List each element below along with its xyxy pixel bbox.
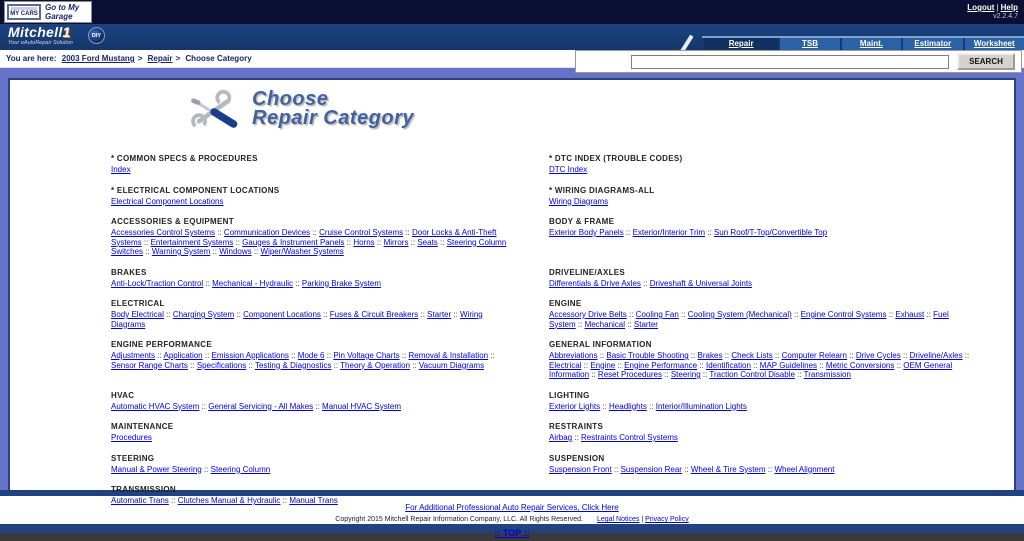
category-link[interactable]: Steering Column <box>210 464 271 474</box>
category-link[interactable]: Engine Control Systems <box>800 310 887 319</box>
category-link[interactable]: Index <box>111 165 131 174</box>
category-link[interactable]: Specifications <box>196 360 247 370</box>
category-section <box>111 217 511 257</box>
logout-link[interactable]: Logout <box>967 3 995 12</box>
category-link[interactable]: Driveline/Axles <box>909 351 963 360</box>
category-section <box>111 299 511 329</box>
category-link[interactable]: Steering Column Switches <box>111 237 507 256</box>
category-links: Anti-Lock/Traction Control :: Mechanical - Hydraulic :: Parking Brake System <box>111 278 382 288</box>
category-link[interactable]: Wheel Alignment <box>774 464 835 474</box>
breadcrumb-repair-link[interactable]: Repair <box>147 54 173 63</box>
category-link[interactable]: Wiring Diagrams <box>111 310 483 329</box>
category-heading: LIGHTING <box>549 390 590 400</box>
category-link[interactable]: Component Locations <box>243 310 321 319</box>
category-link[interactable]: Clutches Manual & Hydraulic <box>177 496 281 505</box>
category-links: Automatic Trans :: Clutches Manual & Hydraulic :: Manual Trans <box>111 496 338 505</box>
category-link[interactable]: Accessory Drive Belts <box>549 310 627 319</box>
category-link[interactable]: Sensor Range Charts <box>111 360 188 370</box>
category-link[interactable]: Testing & Diagnostics <box>254 360 332 370</box>
category-section <box>549 391 977 412</box>
category-link[interactable]: Starter <box>633 319 658 329</box>
category-link[interactable]: Body Electrical <box>111 310 164 319</box>
category-link[interactable]: Gauges & Instrument Panels <box>242 237 345 247</box>
category-link[interactable]: Emission Applications <box>211 351 289 360</box>
category-link[interactable]: DTC Index <box>549 165 588 174</box>
category-section <box>111 268 511 289</box>
category-link[interactable]: Mirrors <box>383 237 409 247</box>
copyright-text: Copyright 2015 Mitchell Repair Information Company, LLC. All Rights Reserved. <box>335 516 584 523</box>
category-link[interactable]: Steering <box>670 370 701 379</box>
category-link[interactable]: Suspension Rear <box>620 464 682 474</box>
category-links: Body Electrical :: Charging System :: Component Locations :: Fuses & Circuit Breakers :: Starter :: Wiring Diagrams <box>111 310 483 329</box>
category-link[interactable]: Exterior/Interior Trim <box>632 228 706 237</box>
category-link[interactable]: Fuel System <box>549 310 949 329</box>
category-section <box>549 340 977 380</box>
category-link[interactable]: Vacuum Diagrams <box>418 360 485 370</box>
category-link[interactable]: Cooling Fan <box>635 310 679 319</box>
search-input[interactable] <box>631 55 949 69</box>
category-link[interactable]: Wheel & Tire System <box>690 464 766 474</box>
category-link[interactable]: Manual & Power Steering <box>111 464 202 474</box>
category-link[interactable]: Anti-Lock/Traction Control <box>111 278 204 288</box>
category-link[interactable]: Mechanical <box>584 319 626 329</box>
category-heading: ENGINE <box>549 299 582 308</box>
category-heading: ELECTRICAL <box>111 299 165 308</box>
category-link[interactable]: Manual HVAC System <box>322 401 402 411</box>
tab-worksheet[interactable]: Worksheet <box>965 38 1024 50</box>
category-section <box>549 154 977 175</box>
category-link[interactable]: Accessories Control Systems <box>111 228 216 237</box>
category-heading: HVAC <box>111 390 135 400</box>
category-section <box>549 268 977 289</box>
category-link[interactable]: Brakes <box>697 351 723 360</box>
breadcrumb-current: Choose Category <box>185 54 252 63</box>
license-plate-icon <box>7 4 41 20</box>
category-link[interactable]: Engine Performance <box>624 360 698 370</box>
version-label: v2.2.4.7 <box>993 13 1018 20</box>
category-section <box>111 154 511 175</box>
category-section <box>549 299 977 329</box>
category-link[interactable]: Cruise Control Systems <box>319 228 404 237</box>
category-section <box>549 454 977 475</box>
category-link[interactable]: Pin Voltage Charts <box>333 351 400 360</box>
brand-nav-bar <box>0 24 1024 50</box>
category-links: Exterior Body Panels :: Exterior/Interior Trim :: Sun Roof/T-Top/Convertible Top <box>549 228 828 237</box>
category-link[interactable]: Warning System <box>151 247 211 256</box>
category-links: Adjustments :: Application :: Emission Applications :: Mode 6 :: Pin Voltage Charts :: Removal & Installation :: Sensor Range Charts :: Specifications :: Testing & Diagnostics :: Theory & Operation :: Vacuum Diagrams <box>111 351 495 370</box>
category-section <box>111 340 511 380</box>
category-link[interactable]: Theory & Operation <box>340 360 410 370</box>
category-link[interactable]: Parking Brake System <box>301 278 382 288</box>
category-section <box>549 217 977 257</box>
category-link[interactable]: Communication Devices <box>223 228 311 237</box>
garage-label: Go to My Garage <box>45 3 80 21</box>
footer-promo-link[interactable]: For Additional Professional Auto Repair Services, Click Here <box>405 503 619 512</box>
category-link[interactable]: Application <box>163 351 203 360</box>
category-link[interactable]: Transmission <box>803 370 851 379</box>
category-link[interactable]: Metric Conversions <box>825 360 895 370</box>
category-link[interactable]: Drive Cycles <box>855 351 901 360</box>
category-section <box>549 422 977 443</box>
category-link[interactable]: Starter <box>427 310 452 319</box>
category-section <box>111 391 511 412</box>
category-link[interactable]: MAP Guidelines <box>759 360 818 370</box>
category-link[interactable]: General Servicing - All Makes <box>208 401 314 411</box>
category-link[interactable]: Adjustments <box>111 351 156 360</box>
category-links: Differentials & Drive Axles :: Driveshaft & Universal Joints <box>549 278 753 288</box>
category-heading: DRIVELINE/AXLES <box>549 267 626 277</box>
category-link[interactable]: Removal & Installation <box>408 351 489 360</box>
search-area <box>575 50 1022 73</box>
category-link[interactable]: Charging System <box>172 310 235 319</box>
category-link[interactable]: Wiring Diagrams <box>549 196 609 206</box>
tab-estimator[interactable]: Estimator <box>903 38 962 50</box>
legal-notices-link[interactable]: Legal Notices <box>596 516 640 523</box>
category-link[interactable]: Automatic Trans <box>111 496 169 505</box>
category-heading: BODY & FRAME <box>549 217 615 226</box>
category-link[interactable]: Electrical <box>549 360 582 370</box>
category-links <box>549 165 977 175</box>
category-links: Accessory Drive Belts :: Cooling Fan :: Cooling System (Mechanical) :: Engine Control Systems :: Exhaust :: Fuel System :: Mechanical :: Starter <box>549 310 949 329</box>
category-link[interactable]: Airbag <box>549 433 573 442</box>
category-heading: * DTC INDEX (TROUBLE CODES) <box>549 154 683 163</box>
tab-bar <box>702 36 1024 50</box>
page-header <box>186 90 1014 138</box>
category-link[interactable]: Basic Trouble Shooting <box>606 351 689 360</box>
mitchell1-logo: Mitchell1 Your eAutoRepair Solution <box>8 24 73 46</box>
category-grid <box>111 154 1014 506</box>
go-to-my-garage-button[interactable] <box>4 1 92 23</box>
top-right-links: Logout | Help v2.2.4.7 <box>967 3 1018 20</box>
category-link[interactable]: Restraints Control Systems <box>581 433 678 442</box>
category-heading: TRANSMISSION <box>111 485 176 494</box>
category-link[interactable]: Abbreviations <box>549 351 598 360</box>
category-link[interactable]: Cooling System (Mechanical) <box>687 310 792 319</box>
tab-repair[interactable]: Repair <box>704 38 778 50</box>
category-heading: ENGINE PERFORMANCE <box>111 340 212 349</box>
footer: For Additional Professional Auto Repair Services, Click Here Copyright 2015 Mitchell Repair Information Company, LLC. All Rights Reserved. Legal Notices | Privacy Policy :: TOP :: <box>0 496 1024 524</box>
category-link[interactable]: Fuses & Circuit Breakers <box>329 310 419 319</box>
category-heading: STEERING <box>111 453 155 463</box>
category-heading: * COMMON SPECS & PROCEDURES <box>111 154 258 163</box>
category-links <box>111 433 511 443</box>
category-link[interactable]: Reset Procedures <box>597 370 662 379</box>
category-link[interactable]: Procedures <box>111 433 152 442</box>
category-link[interactable]: Mechanical - Hydraulic <box>212 278 293 288</box>
category-section <box>549 186 977 207</box>
breadcrumb-prefix: You are here: <box>6 54 57 63</box>
category-heading: MAINTENANCE <box>111 422 174 431</box>
category-link[interactable]: Automatic HVAC System <box>111 401 200 411</box>
category-link[interactable]: Interior/Illumination Lights <box>655 401 747 411</box>
category-link[interactable]: Traction Control Disable <box>709 370 795 379</box>
category-heading: RESTRAINTS <box>549 422 604 431</box>
category-heading: SUSPENSION <box>549 453 605 463</box>
top-bar <box>0 0 1024 24</box>
category-link[interactable]: Exterior Body Panels <box>549 228 624 237</box>
category-links: Suspension Front :: Suspension Rear :: Wheel & Tire System :: Wheel Alignment <box>549 464 835 474</box>
brand-tagline: Your eAutoRepair Solution <box>8 40 73 46</box>
help-link[interactable]: Help <box>1000 3 1018 12</box>
category-heading: * ELECTRICAL COMPONENT LOCATIONS <box>111 185 280 195</box>
category-section <box>111 422 511 443</box>
category-link[interactable]: OEM General Information <box>549 360 953 379</box>
category-link[interactable]: Exhaust <box>895 310 925 319</box>
category-link[interactable]: Door Locks & Anti-Theft Systems <box>111 228 497 247</box>
category-link[interactable]: Sun Roof/T-Top/Convertible Top <box>713 228 828 237</box>
category-heading: BRAKES <box>111 267 147 277</box>
category-links: Abbreviations :: Basic Trouble Shooting :: Brakes :: Check Lists :: Computer Relearn :: Drive Cycles :: Driveline/Axles :: Electrical :: Engine :: Engine Performance :: Identification :: MAP Guidelines :: Metric Conversions :: OEM General Information :: Reset Procedures :: Steering :: Traction Control Disable :: Transmission <box>549 351 970 379</box>
category-link[interactable]: Computer Relearn <box>781 351 847 360</box>
breadcrumb-vehicle-link[interactable]: 2003 Ford Mustang <box>61 54 135 63</box>
category-link[interactable]: Wiper/Washer Systems <box>260 247 344 256</box>
category-link[interactable]: Exterior Lights <box>549 401 601 411</box>
category-link[interactable]: Suspension Front <box>549 464 612 474</box>
category-link[interactable]: Windows <box>219 247 252 256</box>
category-links: Accessories Control Systems :: Communication Devices :: Cruise Control Systems :: Door Locks & Anti-Theft Systems :: Entertainment Systems :: Gauges & Instrument Panels :: Horns :: Mirrors :: Seats :: Steering Column Switches :: Warning System :: Windows :: Wiper/Washer Systems <box>111 228 507 256</box>
category-links: Airbag :: Restraints Control Systems <box>549 433 678 442</box>
crossed-tools-icon <box>186 90 242 132</box>
category-links: Automatic HVAC System :: General Servicing - All Makes :: Manual HVAC System <box>111 401 402 411</box>
content-panel <box>8 78 1016 505</box>
tab-maint[interactable]: Maint. <box>842 38 901 50</box>
category-link[interactable]: Horns <box>353 237 375 247</box>
category-link[interactable]: Identification <box>705 360 751 370</box>
privacy-policy-link[interactable]: Privacy Policy <box>645 516 689 523</box>
category-links <box>111 197 511 207</box>
category-heading: ACCESSORIES & EQUIPMENT <box>111 217 234 226</box>
tab-tsb[interactable]: TSB <box>780 38 839 50</box>
category-links <box>111 165 511 175</box>
category-section <box>111 186 511 207</box>
search-button[interactable]: SEARCH <box>957 53 1015 70</box>
category-link[interactable]: Electrical Component Locations <box>111 196 224 206</box>
category-link[interactable]: Driveshaft & Universal Joints <box>649 278 753 288</box>
category-link[interactable]: Manual Trans <box>289 496 338 505</box>
breadcrumb: You are here: 2003 Ford Mustang > Repair > Choose Category <box>0 50 1024 68</box>
category-link[interactable]: Differentials & Drive Axles <box>549 278 641 288</box>
category-link[interactable]: Mode 6 <box>297 351 325 360</box>
category-links: Manual & Power Steering :: Steering Column <box>111 464 271 474</box>
category-link[interactable]: Check Lists <box>731 351 773 360</box>
category-heading: * WIRING DIAGRAMS-ALL <box>549 185 655 195</box>
back-to-top-link[interactable]: :: TOP :: <box>494 528 530 538</box>
category-link[interactable]: Headlights <box>609 401 647 411</box>
category-links <box>549 197 977 207</box>
category-heading: GENERAL INFORMATION <box>549 340 652 349</box>
category-link[interactable]: Seats <box>417 237 438 247</box>
my-cars-label: MY CARS <box>10 11 38 17</box>
category-link[interactable]: Entertainment Systems <box>150 237 234 247</box>
diy-badge-icon: DIY <box>88 27 105 44</box>
page-title: Choose Repair Category <box>252 88 414 129</box>
category-links: Exterior Lights :: Headlights :: Interior/Illumination Lights <box>549 401 747 411</box>
category-link[interactable]: Engine <box>590 360 616 370</box>
page-background <box>0 68 1024 505</box>
category-section <box>111 454 511 475</box>
